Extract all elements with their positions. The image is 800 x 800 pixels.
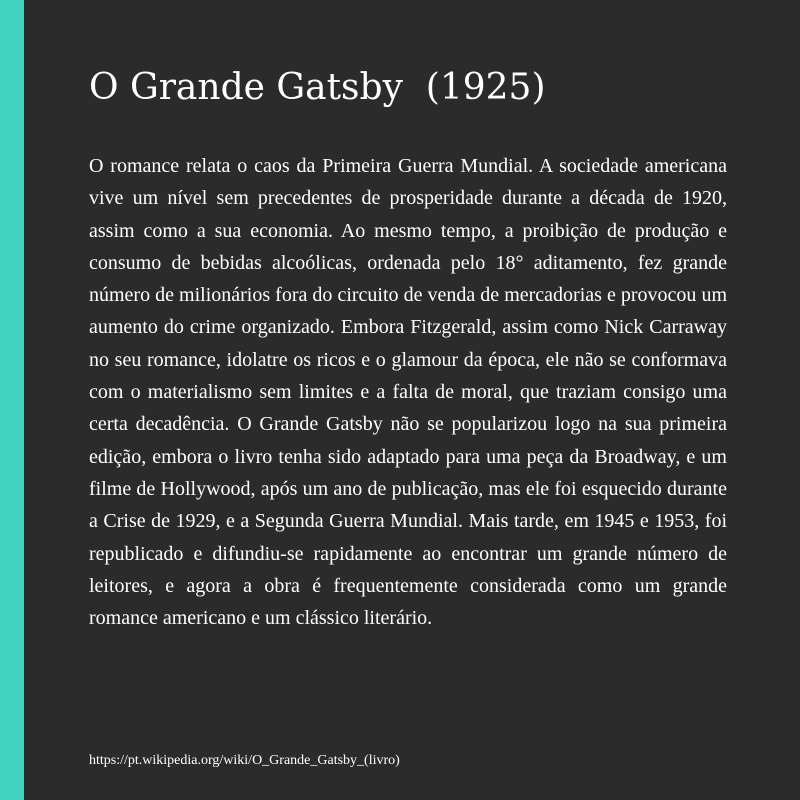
accent-bar xyxy=(0,0,24,800)
source-link[interactable]: https://pt.wikipedia.org/wiki/O_Grande_Gatsby_(livro) xyxy=(89,753,400,768)
body-paragraph: O romance relata o caos da Primeira Guerra Mundial. A sociedade americana vive um nível sem precedentes de prosperidade durante a década de 1920, assim como a sua economia. Ao mesmo tempo, a proibição de produção e consumo de bebidas alcoólicas, ordenada pelo 18° aditamento, fez grande número de milionários fora do circuito de venda de mercadorias e provocou um aumento do crime organizado. Embora Fitzgerald, assim como Nick Carraway no seu romance, idolatre os ricos e o glamour da época, ele não se conformava com o materialismo sem limites e a falta de moral, que traziam consigo uma certa decadência. O Grande Gatsby não se popularizou logo na sua primeira edição, embora o livro tenha sido adaptado para uma peça da Broadway, e um filme de Hollywood, após um ano de publicação, mas ele foi esquecido durante a Crise de 1929, e a Segunda Guerra Mundial. Mais tarde, em 1945 e 1953, foi republicado e difundiu-se rapidamente ao encontrar um grande número de leitores, e agora a obra é frequentemente considerada como um grande romance americano e um clássico literário. xyxy=(89,155,727,630)
page-title: O Grande Gatsby (1925) xyxy=(89,67,546,108)
